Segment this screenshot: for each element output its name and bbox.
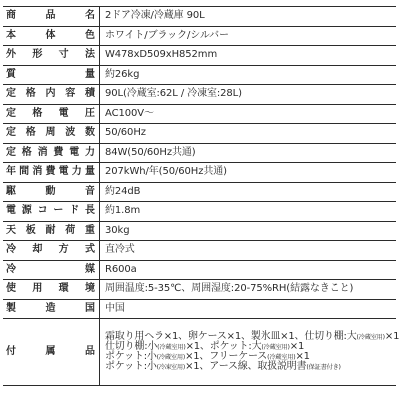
spec-value: 直冷式 bbox=[100, 241, 397, 261]
spec-value: 中国 bbox=[100, 299, 397, 319]
spec-value: W478xD509xH852mm bbox=[100, 46, 397, 66]
spec-value: 30kg bbox=[100, 221, 397, 241]
spec-label-cell bbox=[3, 85, 100, 105]
spec-label: 年 間 消 費 電 力 量 bbox=[6, 166, 95, 178]
spec-row bbox=[3, 85, 396, 105]
spec-label-cell bbox=[3, 46, 100, 66]
accessories-note: (冷凍室用) bbox=[156, 364, 186, 371]
spec-label: 定 格 内 容 積 bbox=[6, 88, 95, 100]
spec-value: AC100V～ bbox=[100, 104, 397, 124]
accessories-note: (冷蔵室用) bbox=[356, 334, 385, 341]
accessories-text: ×1 bbox=[295, 351, 310, 362]
spec-label: 製 造 国 bbox=[6, 302, 95, 314]
spec-label-cell bbox=[3, 260, 100, 280]
spec-row bbox=[3, 280, 396, 300]
spec-row bbox=[3, 26, 396, 46]
accessories-text: ポケット:小 bbox=[105, 351, 157, 362]
accessories-line bbox=[105, 362, 396, 372]
spec-row bbox=[3, 46, 396, 66]
accessories-note: (冷蔵室用) bbox=[261, 344, 290, 351]
spec-label-cell bbox=[3, 221, 100, 241]
spec-table-body bbox=[3, 7, 400, 386]
spec-row bbox=[3, 241, 396, 261]
accessories-note: (冷蔵室用) bbox=[267, 354, 296, 361]
spec-row bbox=[3, 143, 396, 163]
spec-table bbox=[3, 6, 400, 386]
spec-value: 84W(50/60Hz共通) bbox=[100, 143, 397, 163]
spec-row bbox=[3, 299, 396, 319]
spec-label-cell bbox=[3, 280, 100, 300]
spec-label: 外 形 寸 法 bbox=[6, 49, 95, 61]
spec-label: 天 板 耐 荷 重 bbox=[6, 224, 95, 236]
spec-row bbox=[3, 7, 396, 27]
spec-label-cell bbox=[3, 143, 100, 163]
spec-label: 使 用 環 境 bbox=[6, 283, 95, 295]
spec-label: 電 源 コ ー ド 長 bbox=[6, 205, 95, 217]
spec-value: 207kWh/年(50/60Hz共通) bbox=[100, 163, 397, 183]
spec-label: 冷 却 方 式 bbox=[6, 244, 95, 256]
spec-label: 駆 動 音 bbox=[6, 185, 95, 197]
spec-value: 約1.8m bbox=[100, 202, 397, 222]
spec-value: 2ドア冷凍/冷蔵庫 90L bbox=[100, 7, 397, 27]
spec-label-cell bbox=[3, 65, 100, 85]
spec-value: 50/60Hz bbox=[100, 124, 397, 144]
accessories-text: ポケット:小 bbox=[105, 361, 157, 372]
spec-value: 90L(冷蔵室:62L / 冷凍室:28L) bbox=[100, 85, 397, 105]
spec-label-cell bbox=[3, 299, 100, 319]
spec-row bbox=[3, 104, 396, 124]
spec-value: 約24dB bbox=[100, 182, 397, 202]
spec-label: 定 格 電 圧 bbox=[6, 107, 95, 119]
accessories-text: ×1、フリーケース bbox=[185, 351, 268, 362]
spec-value: ホワイト/ブラック/シルバー bbox=[100, 26, 397, 46]
spec-label: 定 格 消 費 電 力 bbox=[6, 146, 95, 158]
accessories-note: (冷蔵室用) bbox=[156, 354, 186, 361]
spec-label: 定 格 周 波 数 bbox=[6, 127, 95, 139]
spec-value: 約26kg bbox=[100, 65, 397, 85]
spec-row bbox=[3, 260, 396, 280]
accessories-text: 仕切り棚:小 bbox=[105, 341, 158, 352]
spec-row bbox=[3, 65, 396, 85]
spec-row bbox=[3, 124, 396, 144]
spec-value: 周囲温度:5-35℃、周囲湿度:20-75%RH(結露なきこと) bbox=[100, 280, 397, 300]
spec-label-cell bbox=[3, 319, 100, 386]
spec-label-cell bbox=[3, 241, 100, 261]
spec-label-cell bbox=[3, 202, 100, 222]
spec-label-cell bbox=[3, 124, 100, 144]
spec-label: 質 量 bbox=[6, 68, 95, 80]
accessories-note: (冷蔵室用) bbox=[157, 344, 186, 351]
spec-row bbox=[3, 221, 396, 241]
spec-label-cell bbox=[3, 182, 100, 202]
spec-row bbox=[3, 202, 396, 222]
spec-label-cell bbox=[3, 7, 100, 27]
spec-label: 付 属 品 bbox=[6, 346, 95, 357]
accessories-text: ×1 bbox=[289, 341, 305, 352]
spec-row bbox=[3, 163, 396, 183]
spec-label: 冷 媒 bbox=[6, 263, 95, 275]
spec-value: R600a bbox=[100, 260, 397, 280]
spec-label-cell bbox=[3, 163, 100, 183]
accessories-text: ×1、アース線、取扱説明書 bbox=[185, 361, 307, 372]
accessories-text: 霜取り用ヘラ×1、卵ケース×1、製氷皿×1、仕切り棚:大 bbox=[105, 331, 357, 342]
accessories-text: ×1 bbox=[384, 331, 400, 342]
accessories-text: ×1、ポケット:大 bbox=[185, 341, 262, 352]
spec-label-cell bbox=[3, 26, 100, 46]
spec-row-accessories bbox=[3, 319, 396, 386]
spec-label: 商 品 名 bbox=[6, 10, 95, 22]
accessories-value bbox=[100, 319, 400, 386]
spec-label: 本 体 色 bbox=[6, 29, 95, 41]
accessories-note: (保証書付き) bbox=[306, 364, 341, 371]
spec-label-cell bbox=[3, 104, 100, 124]
spec-row bbox=[3, 182, 396, 202]
